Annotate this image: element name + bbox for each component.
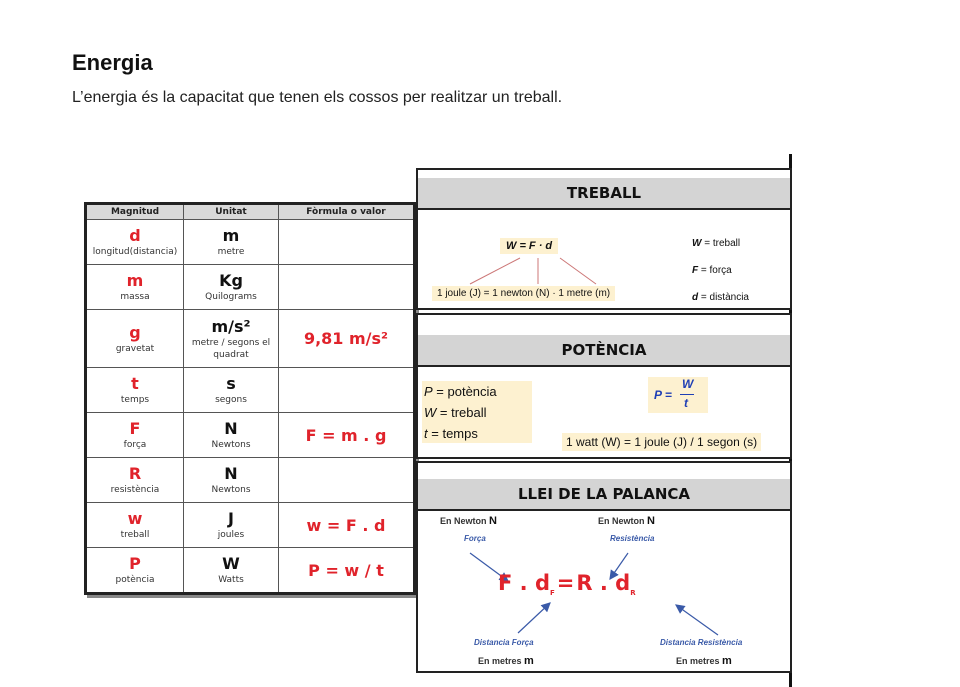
top-right-unit <box>598 515 655 527</box>
def-text: = temps <box>431 426 478 441</box>
table-row <box>86 548 415 594</box>
formula-cell <box>279 310 415 368</box>
formula-cell <box>279 368 415 413</box>
magnitude-name: gravetat <box>115 343 155 354</box>
label-distancia-resistencia: Distancia Resistència <box>660 638 743 647</box>
unit-symbol: m <box>722 655 732 667</box>
unit-name: metre / segons el quadrat <box>191 337 271 360</box>
def-p <box>422 381 532 402</box>
magnitude-name: longitud(distancia) <box>92 247 178 257</box>
magnitude-symbol: R <box>128 464 142 483</box>
page-title: Energia <box>72 50 153 75</box>
def-text: = potència <box>436 384 497 399</box>
table-row <box>86 220 415 265</box>
unit-symbol: J <box>228 509 234 528</box>
formula-cell <box>279 548 415 594</box>
intro-text: L’energia és la capacitat que tenen els cossos per realitzar un treball. <box>72 89 563 106</box>
palanca-title: LLEI DE LA PALANCA <box>418 479 790 511</box>
formula-numerator: W <box>682 377 694 391</box>
unit-symbol: N <box>647 515 655 527</box>
table-row <box>86 458 415 503</box>
unit-name: Quilograms <box>205 292 257 302</box>
formula-cell <box>279 413 415 458</box>
formula-denominator: t <box>684 396 688 410</box>
treball-panel <box>416 168 792 310</box>
watt-definition: 1 watt (W) = 1 joule (J) / 1 segon (s) <box>562 433 761 451</box>
unit-caption: En Newton <box>598 516 645 526</box>
unit-name: Newtons <box>211 485 251 495</box>
formula-cell <box>279 458 415 503</box>
unit-name: Newtons <box>211 440 251 450</box>
magnitude-name: força <box>123 440 147 450</box>
formula-cell <box>279 265 415 310</box>
formula-cell <box>279 503 415 548</box>
unit-name: metre <box>217 247 245 257</box>
unit-cell <box>184 265 279 310</box>
equation-right: R . d <box>576 571 631 595</box>
subscript-f: F <box>549 589 555 598</box>
unit-symbol: m/s² <box>211 316 251 336</box>
magnitude-symbol: P <box>129 554 141 573</box>
table-row <box>86 503 415 548</box>
def-symbol: P <box>424 384 433 399</box>
bottom-right-unit <box>676 655 732 667</box>
header-formula: Fòrmula o valor <box>279 204 415 220</box>
unit-symbol: N <box>224 419 238 438</box>
magnitude-cell <box>86 548 184 594</box>
unit-name: joules <box>217 530 245 540</box>
table-row <box>86 310 415 368</box>
subscript-r: R <box>630 589 636 598</box>
table-row <box>86 368 415 413</box>
unit-caption: En Newton <box>440 516 487 526</box>
treball-legend-w <box>692 238 740 249</box>
unit-name: segons <box>215 395 247 405</box>
potencia-formula <box>648 377 708 413</box>
unit-symbol: s <box>226 374 236 393</box>
unit-symbol: N <box>224 464 238 483</box>
label-resistencia: Resistència <box>610 534 655 543</box>
unit-cell <box>184 548 279 594</box>
joule-definition: 1 joule (J) = 1 newton (N) · 1 metre (m) <box>432 286 615 301</box>
magnitude-symbol: F <box>129 419 141 438</box>
formula-cell <box>279 220 415 265</box>
unit-caption: En metres <box>478 656 522 666</box>
magnitude-cell <box>86 458 184 503</box>
legend-symbol: d <box>692 292 699 303</box>
potencia-panel <box>416 313 792 459</box>
def-t <box>422 423 532 444</box>
unit-symbol: N <box>489 515 497 527</box>
formula-value: w = F . d <box>306 515 386 535</box>
unit-cell <box>184 413 279 458</box>
legend-text: = treball <box>704 238 741 249</box>
treball-title: TREBALL <box>418 178 790 210</box>
unit-cell <box>184 503 279 548</box>
magnitude-name: potència <box>115 575 155 585</box>
magnitude-cell <box>86 310 184 368</box>
treball-formula: W = F · d <box>500 238 558 254</box>
formula-left: P = <box>654 388 672 402</box>
label-forca: Força <box>464 534 486 543</box>
header-magnitud: Magnitud <box>86 204 184 220</box>
unit-symbol: Kg <box>219 271 243 290</box>
unit-cell <box>184 220 279 265</box>
def-symbol: W <box>424 405 437 420</box>
magnitude-cell <box>86 220 184 265</box>
unit-cell <box>184 458 279 503</box>
unit-cell <box>184 368 279 413</box>
equation-equals: = <box>556 571 575 595</box>
treball-legend-f <box>692 265 732 276</box>
table-row <box>86 413 415 458</box>
potencia-title: POTÈNCIA <box>418 335 790 367</box>
formula-value: 9,81 m/s² <box>303 329 389 348</box>
formula-value: F = m . g <box>305 425 387 445</box>
unit-symbol: m <box>524 655 534 667</box>
magnitude-symbol: t <box>131 374 139 393</box>
palanca-panel <box>416 461 792 673</box>
magnitude-cell <box>86 368 184 413</box>
magnitude-cell <box>86 503 184 548</box>
legend-symbol: W <box>692 238 702 249</box>
def-text: = treball <box>439 405 487 420</box>
magnitude-symbol: d <box>129 226 141 245</box>
magnitude-symbol: m <box>126 271 144 290</box>
legend-text: = distància <box>700 292 749 303</box>
bottom-left-unit <box>478 655 534 667</box>
label-distancia-forca: Distancia Força <box>474 638 534 647</box>
magnitude-name: massa <box>120 292 150 302</box>
unit-caption: En metres <box>676 656 720 666</box>
treball-legend-d <box>692 292 749 303</box>
magnitudes-table <box>84 202 416 595</box>
table-row <box>86 265 415 310</box>
table-header-row <box>86 204 415 220</box>
magnitude-name: treball <box>120 530 150 540</box>
legend-text: = força <box>700 265 732 276</box>
fraction-bar <box>680 394 694 395</box>
magnitude-symbol: w <box>127 509 143 528</box>
header-unitat: Unitat <box>184 204 279 220</box>
equation-left: F . d <box>498 571 550 595</box>
unit-name: Watts <box>218 575 244 585</box>
potencia-definitions <box>422 381 532 443</box>
unit-symbol: W <box>222 554 240 573</box>
magnitude-name: resistència <box>110 485 160 495</box>
unit-symbol: m <box>222 226 240 245</box>
formula-value: P = w / t <box>308 560 384 580</box>
top-left-unit <box>440 515 497 527</box>
def-symbol: t <box>424 426 428 441</box>
palanca-equation <box>498 571 636 597</box>
magnitude-cell <box>86 265 184 310</box>
magnitude-name: temps <box>120 395 150 405</box>
unit-cell <box>184 310 279 368</box>
magnitude-cell <box>86 413 184 458</box>
def-w <box>422 402 532 423</box>
magnitude-symbol: g <box>129 322 141 342</box>
legend-symbol: F <box>692 265 699 276</box>
